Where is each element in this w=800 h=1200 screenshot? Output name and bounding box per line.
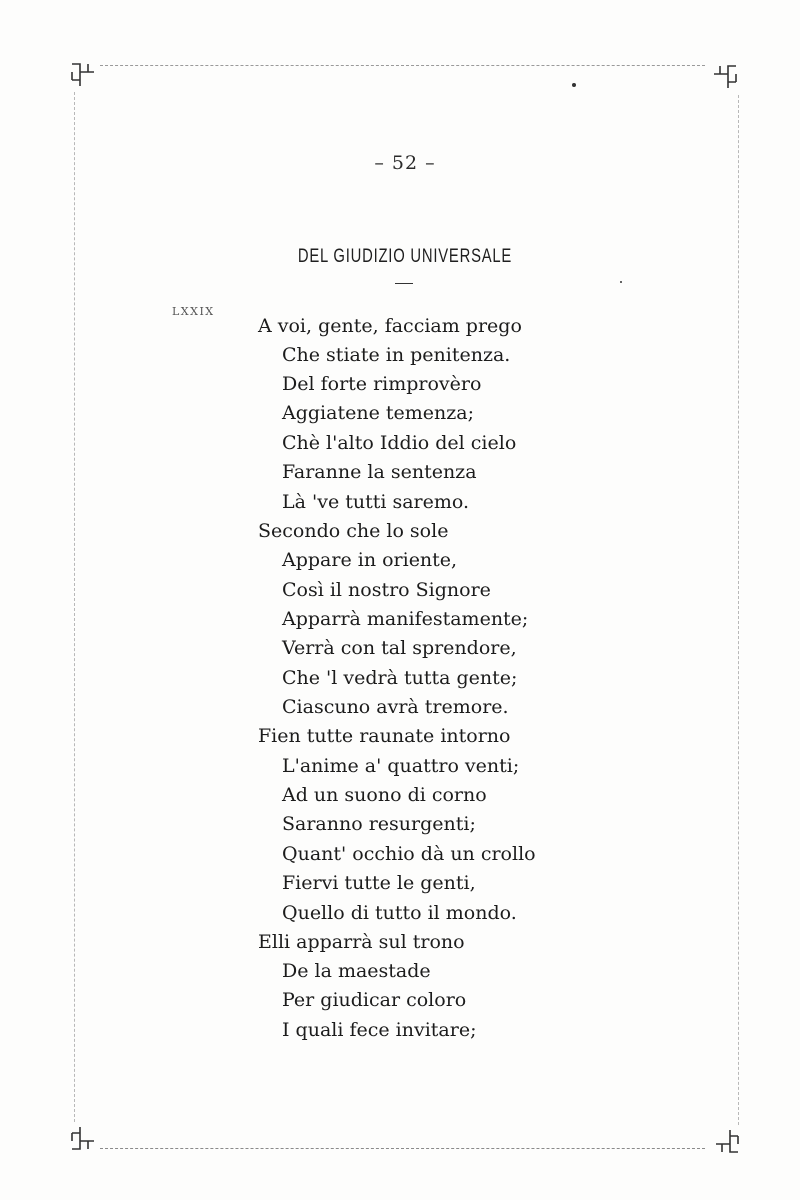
verse-line: Fiervi tutte le genti, (282, 872, 476, 894)
corner-ornament-icon (714, 1128, 742, 1156)
frame-bottom-border (100, 1148, 705, 1149)
verse-line: Fien tutte raunate intorno (258, 725, 511, 747)
verse-line: Elli apparrà sul trono (258, 931, 465, 953)
verse-line: Secondo che lo sole (258, 520, 449, 542)
verse-line: Ad un suono di corno (282, 784, 487, 806)
verse-line: Così il nostro Signore (282, 579, 491, 601)
ink-speck (572, 83, 576, 87)
verse-line: Verrà con tal sprendore, (282, 637, 517, 659)
verse-line: Quant' occhio dà un crollo (282, 843, 536, 865)
verse-line: Del forte rimprovèro (282, 373, 482, 395)
section-number: LXXIX (172, 305, 215, 318)
verse-line: Che stiate in penitenza. (282, 344, 511, 366)
corner-ornament-icon (712, 62, 740, 90)
verse-line: Ciascuno avrà tremore. (282, 696, 509, 718)
verse-line: A voi, gente, facciam prego (258, 315, 522, 337)
corner-ornament-icon (68, 60, 96, 88)
verse-line: De la maestade (282, 960, 431, 982)
verse-line: L'anime a' quattro venti; (282, 755, 520, 777)
page-number: – 52 – (374, 152, 436, 174)
frame-left-border (74, 92, 75, 1122)
verse-line: Apparrà manifestamente; (282, 608, 529, 630)
title-underline (395, 283, 413, 284)
verse-line: Che 'l vedrà tutta gente; (282, 667, 518, 689)
page-title: DEL GIUDIZIO UNIVERSALE (297, 246, 513, 267)
frame-right-border (738, 95, 739, 1125)
verse-line: I quali fece invitare; (282, 1019, 477, 1041)
verse-line: Per giudicar coloro (282, 989, 467, 1011)
ink-speck (620, 281, 622, 283)
corner-ornament-icon (68, 1125, 96, 1153)
verse-line: Saranno resurgenti; (282, 813, 476, 835)
verse-line: Chè l'alto Iddio del cielo (282, 432, 517, 454)
frame-top-border (100, 65, 705, 66)
verse-line: Faranne la sentenza (282, 461, 477, 483)
verse-line: Là 've tutti saremo. (282, 491, 470, 513)
verse-line: Quello di tutto il mondo. (282, 902, 517, 924)
verse-line: Aggiatene temenza; (282, 402, 474, 424)
verse-line: Appare in oriente, (282, 549, 458, 571)
